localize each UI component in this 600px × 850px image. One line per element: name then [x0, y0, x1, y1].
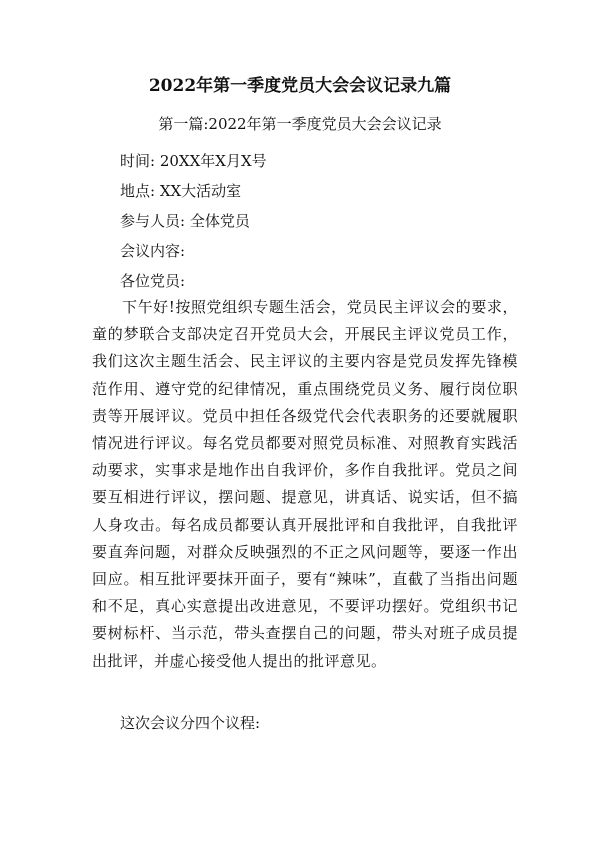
salutation: 各位党员: [120, 272, 186, 290]
meeting-time: 时间: 20XX年X月X号 [120, 152, 267, 170]
meeting-location: 地点: XX大活动室 [120, 182, 242, 200]
body-paragraph: 下午好!按照党组织专题生活会，党员民主评议会的要求，童的梦联合支部决定召开党员大会，开展民主评议党员工作，我们这次主题生活会、民主评议的主要内容是党员发挥先锋模范作用、遵守党的纪律情况，重点围绕党员义务、履行岗位职责等开展评议。党员中担任各级党代会代表职务的还要就履职情况进行评议。每名党员都要对照党员标准、对照教育实践活动要求，实事求是地作出自我评价，多作自我批评。党员之间要互相进行评议，摆问题、提意见，讲真话、说实话，但不搞人身攻击。每名成员都要认真开展批评和自我批评，自我批评要直奔问题，对群众反映强烈的不正之风问题等，要逐一作出回应。相互批评要抹开面子，要有“辣味”，直截了当指出问题和不足，真心实意提出改进意见，不要评功摆好。党组织书记要树标杆、当示范，带头查摆自己的问题，带头对班子成员提出批评，并虚心接受他人提出的批评意见。 [92, 298, 518, 670]
document-title: 2022年第一季度党员大会会议记录九篇 [148, 76, 452, 96]
agenda-intro: 这次会议分四个议程: [120, 714, 261, 732]
meeting-content-label: 会议内容: [120, 242, 186, 260]
document-subtitle: 第一篇:2022年第一季度党员大会会议记录 [158, 115, 442, 133]
meeting-participants: 参与人员: 全体党员 [120, 212, 250, 230]
